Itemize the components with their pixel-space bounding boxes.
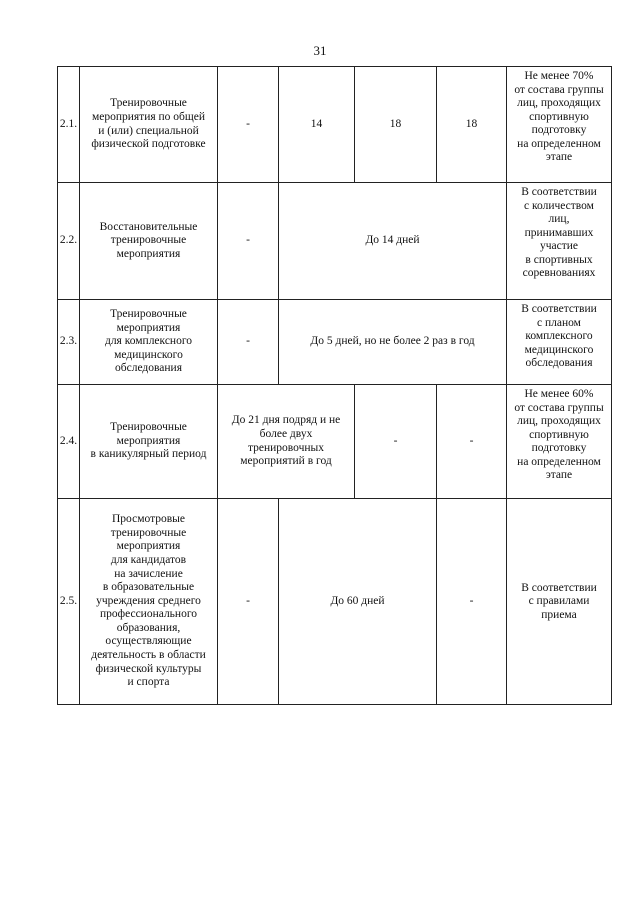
event-name-cell	[80, 385, 218, 499]
page-number: 31	[313, 43, 327, 58]
row-number: 2.4.	[58, 385, 80, 499]
value-cell: -	[437, 385, 507, 499]
table-row	[58, 385, 612, 499]
merged-value-cell: До 5 дней, но не более 2 раз в год	[279, 300, 507, 385]
note-text: Не менее 70% от состава группы лиц, проходящих спортивную подготовку на определенном этапе	[514, 70, 604, 164]
merged-value-cell: До 60 дней	[279, 499, 437, 705]
value-cell: -	[218, 499, 279, 705]
value-cell: -	[437, 499, 507, 705]
value-cell: -	[218, 300, 279, 385]
table-row	[58, 300, 612, 385]
table-row	[58, 499, 612, 705]
event-name-cell	[80, 499, 218, 705]
event-name-cell	[80, 183, 218, 300]
value-cell: 14	[279, 67, 355, 183]
merged-value-cell	[218, 385, 355, 499]
value-cell: 18	[355, 67, 437, 183]
event-name: Тренировочные мероприятия для комплексного медицинского обследования	[104, 308, 193, 375]
event-name: Тренировочные мероприятия в каникулярный период	[90, 421, 207, 461]
table-row	[58, 67, 612, 183]
note-text: Не менее 60% от состава группы лиц, проходящих спортивную подготовку на определенном этапе	[514, 388, 604, 482]
note-text: В соответствии с правилами приема	[521, 581, 597, 621]
table-row	[58, 183, 612, 300]
note-text: В соответствии с количеством лиц, принимавших участие в спортивных соревнованиях	[521, 186, 597, 280]
row-number: 2.1.	[58, 67, 80, 183]
note-cell	[507, 67, 612, 183]
event-name: Восстановительные тренировочные мероприятия	[99, 220, 198, 260]
note-cell	[507, 499, 612, 705]
value-cell: -	[218, 183, 279, 300]
table-wrapper	[57, 66, 612, 705]
note-cell	[507, 300, 612, 385]
event-name: Тренировочные мероприятия по общей и (или) специальной физической подготовке	[91, 97, 206, 151]
row-number: 2.5.	[58, 499, 80, 705]
note-cell	[507, 183, 612, 300]
note-cell	[507, 385, 612, 499]
merged-value-text: До 21 дня подряд и не более двух тренировочных мероприятий в год	[231, 414, 341, 468]
training-events-table	[57, 66, 612, 705]
event-name: Просмотровые тренировочные мероприятия для кандидатов на зачисление в образовательные учреждения среднего профессионального образования, осуществляющие деятельность в области физической культуры и спорта	[91, 513, 206, 689]
row-number: 2.2.	[58, 183, 80, 300]
merged-value-cell: До 14 дней	[279, 183, 507, 300]
row-number: 2.3.	[58, 300, 80, 385]
event-name-cell	[80, 67, 218, 183]
note-text: В соответствии с планом комплексного медицинского обследования	[521, 303, 597, 370]
value-cell: -	[355, 385, 437, 499]
value-cell: -	[218, 67, 279, 183]
event-name-cell	[80, 300, 218, 385]
value-cell: 18	[437, 67, 507, 183]
